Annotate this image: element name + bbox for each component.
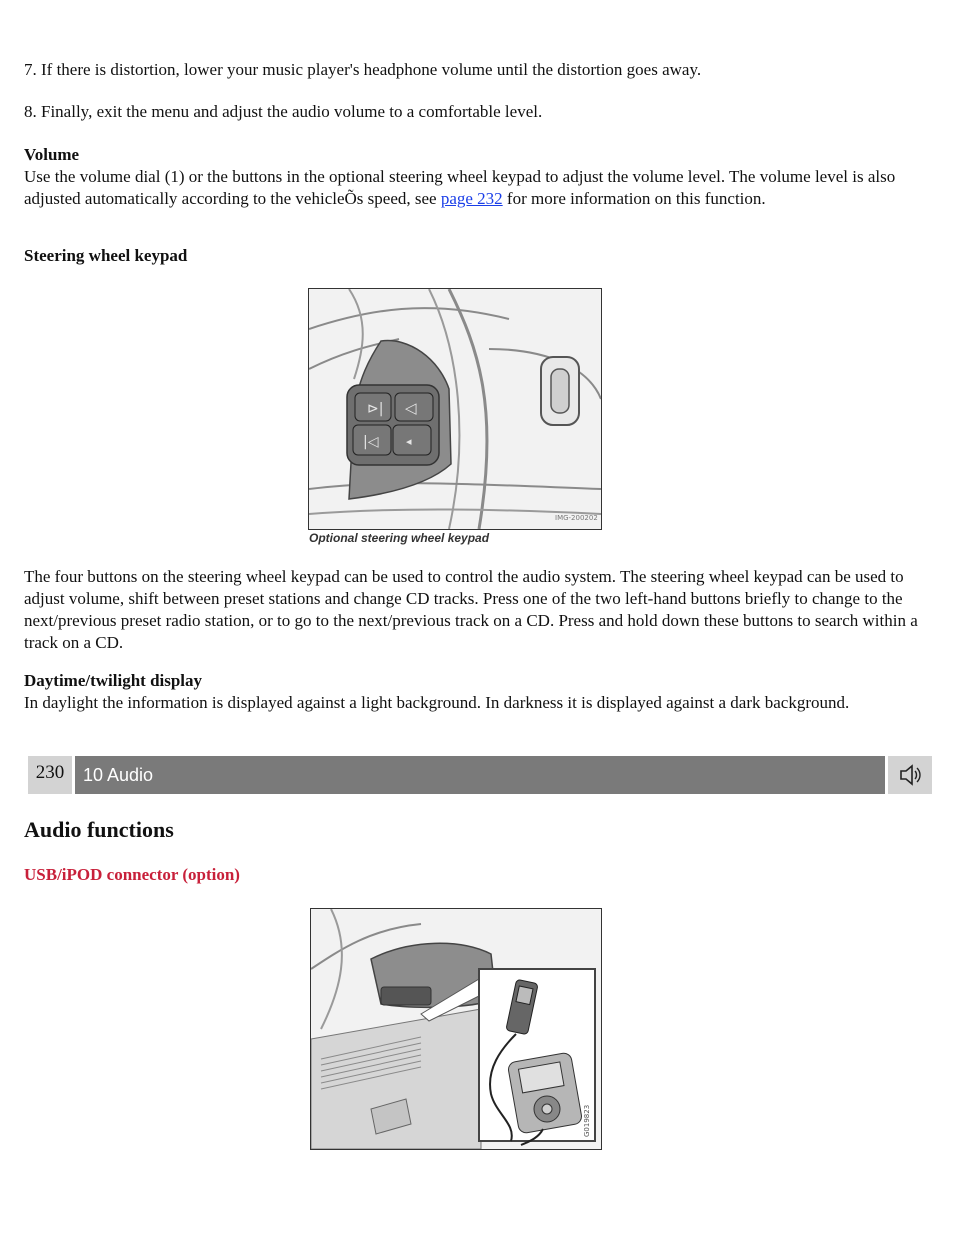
audio-functions-heading: Audio functions <box>24 817 174 842</box>
volume-heading: Volume <box>24 145 80 164</box>
display-heading: Daytime/twilight display <box>24 671 203 690</box>
keypad-description: The four buttons on the steering wheel keypad can be used to control the audio system. The steering wheel keypad can be used to adjust volume, shift between preset stations and change CD tracks. Press one of the two left-hand buttons briefly to change to the next/previous preset radio station, or to go to the next/previous track on a CD. Press and hold down these buttons to search within a track on a CD. <box>24 567 918 652</box>
chapter-title: 10 Audio <box>75 756 885 794</box>
display-text: In daylight the information is displayed against a light background. In darkness it is displayed against a dark background. <box>24 693 850 712</box>
chapter-bar <box>28 756 932 794</box>
svg-text:⊳|: ⊳| <box>367 401 384 417</box>
volume-text-after: for more information on this function. <box>502 189 766 208</box>
keypad-buttons <box>347 385 439 465</box>
steering-wheel-keypad-illustration <box>308 288 602 530</box>
figure-code: IMG-200202 <box>555 514 598 522</box>
page-number: 230 <box>28 756 72 794</box>
keypad-caption: Optional steering wheel keypad <box>309 531 490 545</box>
speaker-icon <box>888 756 932 794</box>
svg-text:◂: ◂ <box>406 435 412 448</box>
ipod-icon <box>507 1052 583 1134</box>
volume-text-before: Use the volume dial (1) or the buttons in the optional steering wheel keypad to adjust the volume level. The volume level is also adjusted automatically according to the vehicleÕs speed, see <box>24 167 896 208</box>
step-8-text: 8. Finally, exit the menu and adjust the audio volume to a comfortable level. <box>24 102 543 121</box>
usb-ipod-connector-illustration <box>310 908 602 1150</box>
volume-section <box>24 144 924 210</box>
page-232-link[interactable]: page 232 <box>440 189 503 208</box>
steering-keypad-heading: Steering wheel keypad <box>24 246 188 265</box>
usb-ipod-heading: USB/iPOD connector (option) <box>24 865 240 884</box>
svg-text:◁: ◁ <box>405 399 417 417</box>
step-7-text: 7. If there is distortion, lower your music player's headphone volume until the distortion goes away. <box>24 60 702 79</box>
figure-code: G019823 <box>583 1104 591 1137</box>
display-section <box>24 670 924 714</box>
svg-text:|◁: |◁ <box>363 434 379 450</box>
ignition-slot-icon <box>541 357 579 425</box>
